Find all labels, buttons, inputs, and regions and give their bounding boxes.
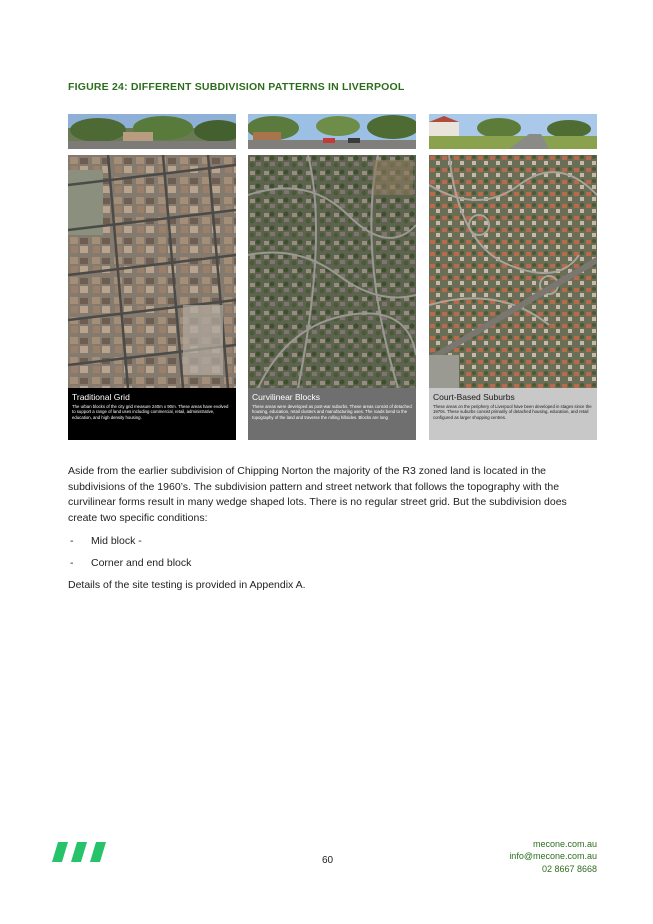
list-item-text: Mid block -: [91, 535, 142, 548]
list-item: [68, 534, 588, 550]
list-item-text: Corner and end block: [91, 556, 192, 569]
aerial-photo-curvilinear-blocks: [248, 155, 416, 388]
email-link[interactable]: info@mecone.com.au: [509, 851, 597, 862]
condition-list: [68, 534, 588, 571]
caption-traditional-grid: [68, 388, 236, 440]
figure-panel-curvilinear-blocks: [248, 114, 416, 440]
contact-block: [509, 838, 597, 875]
caption-court-based-suburbs: [429, 388, 597, 440]
page-number: 60: [322, 855, 334, 866]
panel-title: Traditional Grid: [72, 392, 130, 402]
phone-number: 02 8667 8668: [541, 863, 597, 874]
body-paragraph: Aside from the earlier subdivision of Chipping Norton the majority of the R3 zoned land is located in the subdivisions of the 1960’s. The subdivision pattern and street network that follows the topography with the curvilinear forms result in many wedge shaped lots. There is no regular street grid. But the subdivision does create two specific conditions:: [68, 465, 567, 524]
figure-title: FIGURE 24: DIFFERENT SUBDIVISION PATTERNS IN LIVERPOOL: [68, 81, 405, 93]
panel-description: These areas were developed as post-war suburbs. These areas consist of detached housing, education, retail clusters and manufacturing uses. The roads bend to the topography of the land and traverse the rolling hillsides. Blocks are long: [252, 404, 412, 420]
list-dash: -: [70, 535, 74, 548]
street-photo-court-based-suburbs: [429, 114, 597, 149]
figure-panel-court-based-suburbs: [429, 114, 597, 440]
body-paragraph: Details of the site testing is provided in Appendix A.: [68, 578, 306, 591]
website-link[interactable]: mecone.com.au: [532, 839, 597, 849]
body-text: [68, 464, 588, 601]
figure-panel-traditional-grid: [68, 114, 236, 440]
aerial-photo-court-based-suburbs: [429, 155, 597, 388]
panel-description: The urban blocks of the city grid measure 240m x 90m. These areas have evolved to support a range of land uses including commercial, retail, administrative, education, and high density housing.: [72, 404, 229, 420]
caption-curvilinear-blocks: [248, 388, 416, 440]
list-dash: -: [70, 556, 74, 569]
street-photo-curvilinear-blocks: [248, 114, 416, 149]
panel-title: Court-Based Suburbs: [433, 392, 515, 402]
panel-description: These areas on the periphery of Liverpool have been developed in stages since the 1970s. These suburbs consist primarily of detached housing, education, and retail configured as larger shopping centres.: [433, 404, 592, 420]
list-item: [68, 556, 588, 572]
street-photo-traditional-grid: [68, 114, 236, 149]
mecone-logo: [50, 836, 110, 871]
aerial-photo-traditional-grid: [68, 155, 236, 388]
panel-title: Curvilinear Blocks: [252, 392, 321, 402]
